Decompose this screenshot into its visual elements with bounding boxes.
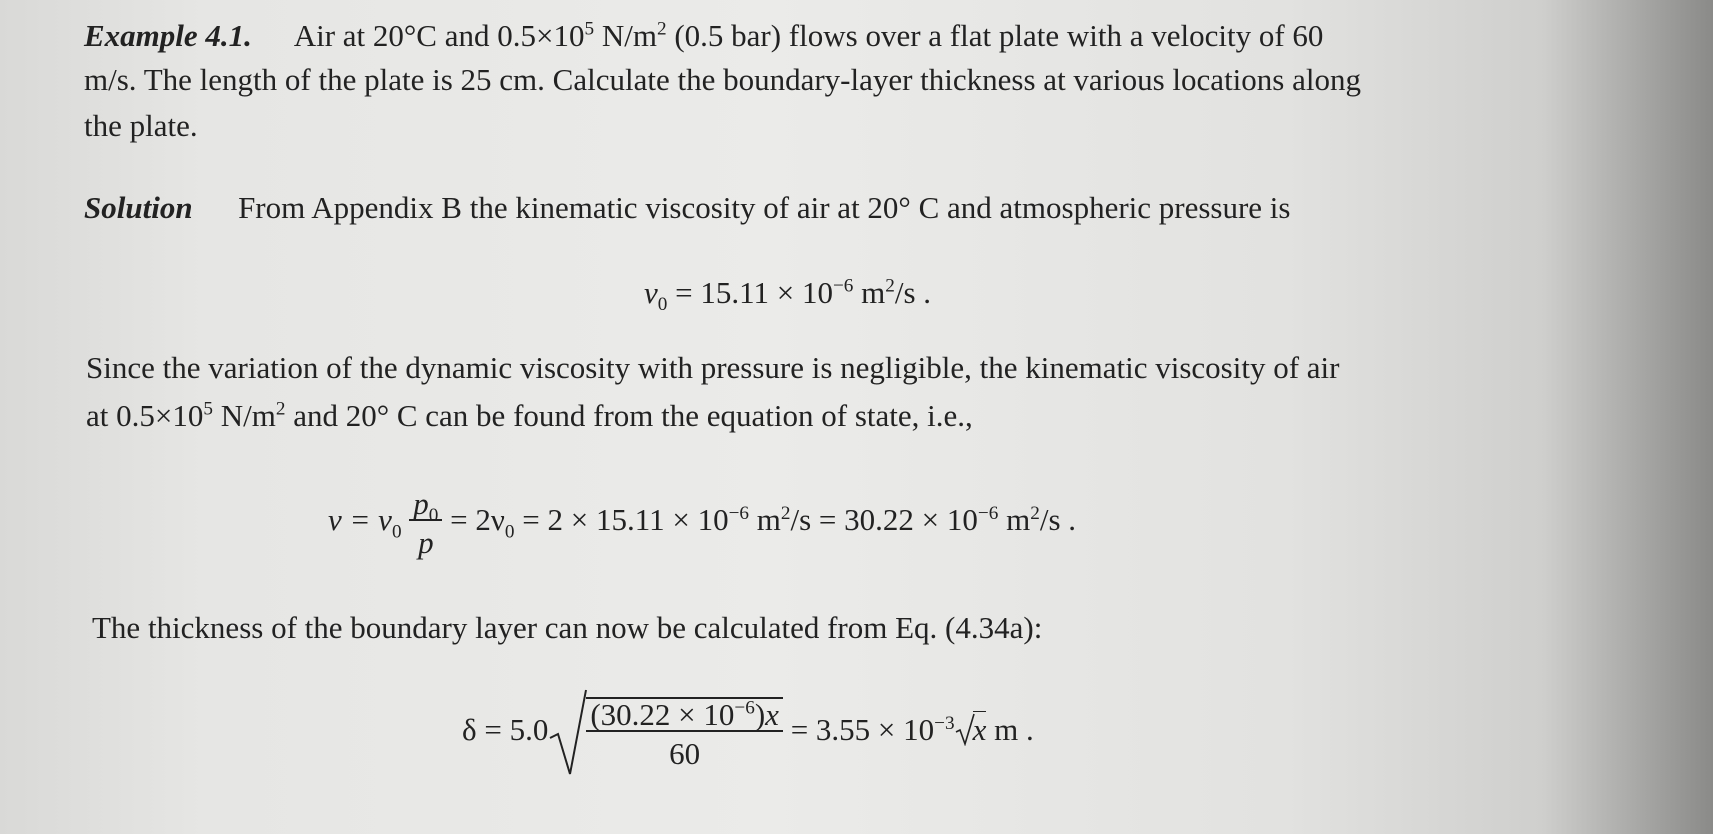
equation-equation-of-state: $\nu = \nu_0$ $\frac{p_0}{p}$ = $2\nu_0 = 2 \times 15.11 \times 10^{-6}$ $m^2/s = 30.22 \times 10^{-6}$ $m^2/s$ . (328, 486, 1077, 560)
paragraph-2-line-2: at $0.5\times 10^5$ $N/m^2$ and 20° C can be found from the equation of state, i.e., (86, 398, 973, 433)
example-line-2: m/s. The length of the plate is 25 cm. Calculate the boundary-layer thickness at various locations along (84, 62, 1361, 97)
example-line-3: the plate. (84, 108, 198, 143)
equation-kinematic-viscosity: $\nu_0 = 15.11 \times 10^{-6}$ $m^2/s$ . (644, 275, 932, 316)
paragraph-2-line-1: Since the variation of the dynamic viscosity with pressure is negligible, the kinematic viscosity of air (86, 350, 1340, 385)
solution-label: Solution (84, 190, 193, 225)
solution-line-1: Solution From Appendix B the kinematic viscosity of air at 20° C and atmospheric pressure is (84, 190, 1291, 225)
small-radical-icon (955, 712, 975, 746)
paragraph-3-line-1: The thickness of the boundary layer can now be calculated from Eq. (4.34a): (92, 610, 1043, 645)
fraction-p0-over-p: $\frac{p_0}{p}$ (409, 488, 442, 558)
radical-sign-icon (548, 688, 588, 778)
example-line-1: Example 4.1. Air at 20°C and $0.5\times 10^5$ $N/m^2$ (0.5 bar) flows over a flat plate with a velocity of 60 (84, 18, 1324, 53)
fraction-under-radical: $\frac{(30.22 \times 10^{-6})x}{60}$ (586, 697, 783, 769)
equation-boundary-layer-thickness: δ = 5.0 $\frac{(30.22 \times 10^{-6})x}{60}$ = $3.55 \times 10^{-3}$ x m . (462, 688, 1034, 778)
example-label: Example 4.1. (84, 18, 252, 53)
